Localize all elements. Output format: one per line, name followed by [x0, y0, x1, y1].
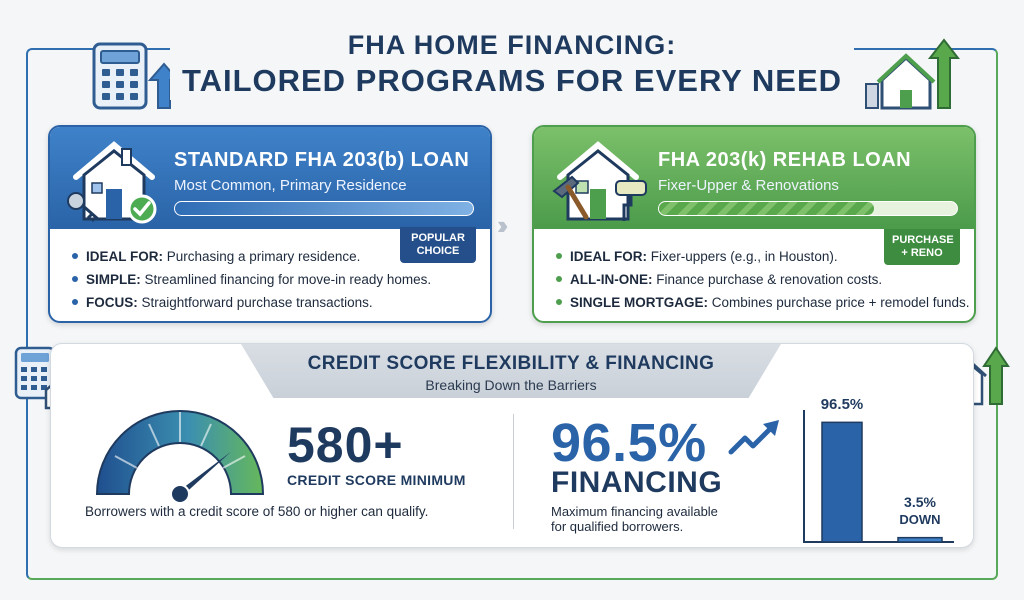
bar-0 [822, 422, 862, 542]
financing-description [551, 504, 731, 534]
bullet-label: SINGLE MORTGAGE: [570, 295, 708, 310]
card-subtitle: Most Common, Primary Residence [174, 177, 407, 194]
bullet-label: IDEAL FOR: [570, 249, 647, 264]
panel-title: CREDIT SCORE FLEXIBILITY & FINANCING [307, 353, 715, 374]
bullet-dot-icon [72, 253, 78, 259]
card-header [534, 127, 974, 229]
panel-subtitle: Breaking Down the Barriers [425, 377, 597, 393]
card-header [50, 127, 490, 229]
list-item [72, 268, 431, 291]
bullet-label: FOCUS: [86, 295, 138, 310]
credit-score-description: Borrowers with a credit score of 580 or higher can qualify. [85, 504, 429, 519]
bullet-label: ALL-IN-ONE: [570, 272, 653, 287]
card-title: FHA 203(k) REHAB LOAN [658, 149, 912, 171]
calculator-icon [92, 42, 178, 112]
chevron-right-icon: ›› [497, 210, 503, 240]
card-bullet-list [556, 245, 970, 314]
title-line-1: FHA HOME FINANCING: [347, 30, 677, 60]
bullet-text: Finance purchase & renovation costs. [652, 272, 883, 287]
bullet-dot-icon [556, 276, 562, 282]
financing-bar-chart [748, 380, 958, 550]
card-progress-fill [175, 202, 473, 215]
bullet-dot-icon [556, 253, 562, 259]
list-item [556, 268, 970, 291]
list-item [72, 291, 431, 314]
list-item [556, 291, 970, 314]
bar-label-financed: 96.5% [820, 396, 864, 414]
credit-gauge [85, 398, 275, 502]
bullet-text: Combines purchase price + remodel funds. [708, 295, 970, 310]
bullet-text: Fixer-uppers (e.g., in Houston). [647, 249, 838, 264]
card-progress-track [658, 201, 958, 216]
bullet-label: SIMPLE: [86, 272, 141, 287]
bullet-dot-icon [72, 299, 78, 305]
bullet-label: IDEAL FOR: [86, 249, 163, 264]
badge-line-1: POPULAR [411, 232, 465, 244]
page-title [170, 28, 854, 100]
list-item [72, 245, 431, 268]
bullet-dot-icon [72, 276, 78, 282]
title-line-2: TAILORED PROGRAMS FOR EVERY NEED [181, 63, 843, 98]
house-growth-icon [860, 36, 960, 112]
bullet-text: Streamlined financing for move-in ready homes. [140, 272, 432, 287]
card-subtitle: Fixer-Upper & Renovations [658, 177, 839, 194]
card-progress-track [174, 201, 474, 216]
financing-description-line-2: for qualified borrowers. [551, 519, 684, 534]
card-fha-203k [532, 125, 976, 323]
bullet-text: Purchasing a primary residence. [163, 249, 361, 264]
badge-line-2: CHOICE [416, 245, 460, 257]
card-progress-fill [659, 202, 874, 215]
house-hammer-roller-icon [546, 137, 650, 227]
credit-score-value: 580+ [287, 417, 404, 473]
card-bullet-list [72, 245, 431, 314]
house-key-check-icon [62, 137, 166, 227]
bar-label-down-value: 3.5% [904, 493, 936, 510]
financing-description-line-1: Maximum financing available [551, 504, 718, 519]
bullet-text: Straightforward purchase transactions. [137, 295, 373, 310]
bar-label-down-word: DOWN [899, 511, 941, 527]
bar-1 [898, 538, 942, 542]
badge-line-2: + RENO [901, 247, 943, 259]
badge-line-1: PURCHASE [892, 234, 954, 246]
credit-score-label: CREDIT SCORE MINIMUM [287, 472, 466, 488]
bullet-dot-icon [556, 299, 562, 305]
financing-label: FINANCING [551, 466, 723, 499]
card-title: STANDARD FHA 203(b) LOAN [174, 149, 470, 171]
card-fha-203b [48, 125, 492, 323]
financing-value: 96.5% [551, 413, 707, 473]
panel-divider [513, 414, 514, 529]
list-item [556, 245, 970, 268]
